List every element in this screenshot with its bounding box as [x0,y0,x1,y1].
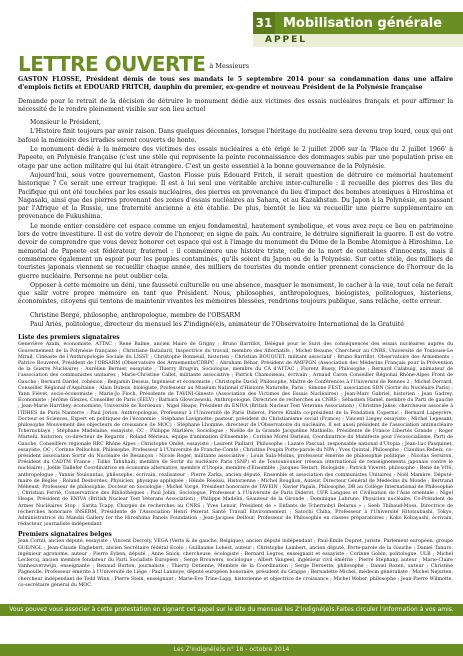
letter-paragraph: Aujourd'hui, sous votre gouvernement, Gaston Flosse puis Edouard Fritch, il serait question de détruire ce mémorial hautement historique ? Ce serait une erreur tragique. Il est à lui seul une véritable archive inter-culturelle : il recueille des pierres des îles du Pacifique qui ont été touchées par les essais nucléaires, des pierres en provenance du lieu d'impact des bombes atomiques à Hiroshima et Nagasaki, ainsi que des pierres provenant des zones d'essais nucléaires au Sahara, et au Kazakhstan. Du Japon à la Polynésie, en passant par l'Afrique et la Russie, une fraternité ancienne a été établie. De plus, bientôt le lieu va recueillir une pierre supplémentaire en provenance de Fukushima. [18,171,453,221]
page-header [253,12,463,48]
letter-addressee: à Messieurs [209,62,250,70]
letter-paragraph: Le monde entier considère cet espace comme un enjeu fondamental, hautement symbolique, et vous avez reçu ce lieu en patrimoine lors de votre investiture. Il est de votre devoir de l'honorer, en signe de paix. Au contraire, le détruire signifierait la guerre. Il est de votre devoir de comprendre que vous devez honorer cet espace qui est à l'image du monument du Dôme de la Bombe Atomique à Hiroshima. Le mémorial de Papeete est fédérateur, fraternel : il commémore une histoire triste, celle de la mort de centaines d'innocents, mais il commémore également un espoir pour les peuples contaminés, qu'ils soient du Japon ou de la Polynésie. Sur cette stèle, des milliers de touristes japonais viennent se recueillir chaque année, des milliers de touristes du monde entier prennent conscience de l'horreur de la guerre nucléaire. Personne ne peut oublier cela. [18,222,453,280]
page-footer: Les Z'indigné(e)s n° 18 - octobre 2014 [0,644,463,656]
letter-body [18,76,453,598]
signature-list-belgium [18,531,453,589]
signatory: Paul Ariès, politologue, directeur du mensuel les Z'indigné(e)s, animateur de l'Observatoire International de la Gratuité [30,321,404,329]
signature-list-text: Geneviève Azam, économiste, ATTAC ; René Balme, ancien Maire de Grigny ; Bruno Barrillot, Délégué pour le Suivi des conséquences des essais nucléaires auprès du Gouvernement de la Polynésie française ; Christiane Batailard, Inspectrice du travail, membre des Alternatifs ; Michel Beaune, Chercheur au CNRS, Université de Toulouse-Le Mirail, Cinéaste de l'Anthropologie Sociale du LISST ; Christophe Bonneuil, historien ; Christian BOUQUET, militant associatif ; Bruno Barrillot, Observatoire des Armements ; Patrice Bouveret, Président de l'OBSARM (Observatoire des Armements/CDRPC ; Abraham Béhar, Président de AMFPGN (Association des Médecins Français pour la Prévention de la Guerre Nucléaire) ; Aurélien Bernier, essayiste ; Thierry Brugvin, Sociologue, membre du CA d'ATTAC ; Florent Bussy, Philosophe ; Bernard Calabuig, animateur de l'association des communistes unitaires ; Marie-Christine Callet, militante associative ; Patrick Chamoiseau, écrivain ; Arnaud Caron Conseiller Régional Rhône-Alpes Front de Gauche ; Bernard Dardel, cohésion ; Benjamin Dessus, Ingénieur et économiste ; Christophe David, Philosophe, Maître de Conférences à l'Université de Rennes 2 ; Michel Derrard, Conseiller Régional d'Aquitaine ; Alain Dubois, biologiste, Professeur au Muséum National d'Histoire Naturelle, Paris ; Simone FEST, association SDN (Sortir du Nucléaire Paris) ; Yann Fiévet, socio-économiste ; Marie-Jo Floch, Présidente de TAVINI-Ginesto (Association des Victimes des Essais Nucléaires) ; Jean-Marc Gabriel, historien ; Jean Gadrey, Economiste ; Jérôme Gleizes, Conseiller de Paris (EELV) ; Barbara Glowczewski, Anthropologue, Directrice de recherches au CNRS ; Sébastien Hamel, membre du Parti de gauche ; Jean-Marie Harribey, économiste, Université de Bordeaux ; Nigel Heaps, Président du ENIVA (British Nuclear Test Veterans Association) ; Christine Jakse, chercheuse associée à l'IDHES de Paris Nanterre ; Paul Jorion, Anthropologue, Professeur à l'Université de Paris Diderot, Pierre Khalfa co-président de la Fondation Copernic ; Bernard Lapeyrère, Docteur es Sciences, Expert en politiques de l'économie ; Stéphane Lavignotte, pasteur, président du Christianisme social (France) ; Vincent Liegey essayiste ; Michel Lepesant, philosophe Mouvement des objecteurs de croissance (le MOC) ; Stéphane Lhomme, directeur de l'Observatoire du nucléaire. Il est aussi président de l'association antinucléaire Tchernoblaye ; Stéphane Madelaine, essayiste, CC ; Philippe Marlière, Sociologue ; Noëlle de la Grande Jacqueline Mathiello, Présidente de France Libertés Grande ; Roger Martelli, historien, co-directeur de Regards ; Roland Mérieux, équipe d'animation d'Ensemble ; Corinne Morel Darleux, Coordinatrice du Manifeste pour l'écosocialisme, Parti de Gauche, Conseillère régionale RRC Rhône Alpes ; Christophe Ondet, essayiste ; Laurent Paillard, Philosophe ; Lazare Pascual, responsable national d'Utopia ; Jean-Luc Pasquinet, essayiste, OC ; Corinne Pelluchon, Philosophe, Professeur à l'Université de Franche-Comté ; Christine Poupin Porte-parole du NPA ; Yves Quintal, Philosophe ; Claudius Rebeix, co-président association Sortir du Nucléaire de Besançon ; Nicole Roger, militante associative ; Louis Sala-Molins, professeur émérite de philosophie politique ; Nicolas Sersiron, Président du CADTM France ; Tilikó Tahuhaiti, membre de Sortir du nucléaire Paris (SNP) et de Toutounounier (réseau international de renseignements japonais contre le nucléaire) ; Joëlle Taillefer Coordinatrice en économie alternative, membre d'Utopia, membre d'Ensemble ; Jacques Testart, Biologiste ; Patrick Viveret, philosophe ; René de VOS, anthropologue ; Yannis Youlountas, philosophe, écrivain, réalisateur ; Pierre Zarka, ancien député, Ensemble et association des communistes Unitaires ; Noël Mamère, Député-maire de Bègles ; Roland Desbordes, Physicien, physique appliquée ; Hénde Réséau, Historienne ; Michel Bouglion, Auteur, Directeur Général de Médecins du Monde ; Bertrand Méheust, Professeur de philosophie, Docteur en Sociologie ; Michel Vorgé, Président honoraire de TAVEIN ; Xavier Papaïs, Philosophe, DR au Collège International de Philosophie ; Christian Ferrié, Conservatrice des Bibliothèques ; Paul Jobin, Sociologue, Professeur à l'Université de Paris Diderot, UFR Langues et Civilisation de l'Asie orientale ; Nigel Heaps, Président de ENIVA (British Nuclear Test Veterans Association) ; Philippe Madelin, Séauteur de la Gironde ; Dominique Labrune, Physicien nucléaire, Co-Président de Armes Nucléaires Stop ; Sarita Tcapy, Chargée de recherches au CNRS ; Yves Lenoir, Président de « Enfants de Tchernobyl Belarus » ; Seeb Thibaud-Moss, Directrice de recherches honoraire INSERM, Présidente de l'Association Henri Pézerat Santé Travail Environnement ; Satochi Chiba, Professeur à l'Université Hitotsubashi, Tokyo, Administratrice du Mandai Gallery for the Hiroshima Panels Foundation ; Jean-Jacques Delfour, Professeur de Philosophie en classes préparatoires ; Koko Kobayashi, écrivain, rédacteur, journaliste indépendant [18,342,453,528]
letter-paragraph: Opposer à cette mémoire un déni, une fausseté culturelle ou une absence, masquer le monument, le cacher à la vue, tout cela ne ferait que salir votre propre mémoire en tant que Président. Nous, philosophes, anthropologues, biologistes, politologues, historiens, économistes, citoyens qui tentons de maintenir vivantes les mémoires blessées, rendrions toujours publique, sans relâche, cette erreur. [18,281,453,306]
letter-paragraph: L'Histoire finit toujours par avoir raison. Dans quelques décennies, lorsque l'héritage du nucléaire sera devenu trop lourd, ceux qui ont bafoué la mémoire des irradiés seront couverts de honte. [18,128,453,144]
page-number: 31 [253,12,275,34]
subsection-title: APPEL [253,34,463,47]
signature-list-france [18,334,453,528]
letter-salutation: Monsieur le Président, [30,119,101,127]
signature-list-text: Jean Cornil, ancien député, essayiste ; Vincent Decroly, VEGA (Verts & de gauche, Belgique), ancien député indépendant ; Paul-Emile Dupret, juriste, Parlement européen, groupe GUE/NGL ; Jean-Claude Englebert, ancien Secrétaire fédéral Ecolo ; Guillaume Lohest, auteur ; Christophe Lambert, ancien député, Porte-parole de la Gauche ; Daniel Tanuro, ingénieur agronome, auteur ; Pierre Eyben, député ; Anne Snick, chercheuse, écologiste ; Bernard Legros, enseignant et essayiste ; Corinne Gobin, politologue, ULB ; Michel Leclercq, ancien membre fondateur du Parti Socialiste Européen ; Serge Brouwers, sociologue ; Albert Vangeel, ingénieur civil émérite ; Pierre Stéphany, auteur ; Marie-Claire Vanheuverzwijn, enseignante ; Renaud Burton, journaliste ; Thierry Detienne, Membre de la Coordination ; Serge Deruette, philosophe ; Daniel Rozen, auteur ; Christine Pagnoulle, Professeur émérite à l'Université de Liège ; Paul Lannoye, député européen honoraire, président du Grappe ; Bernadette Michel, médecin généraliste ; Michel Nejszten, chercheur indépendant de Todd Winn ; Pierre Stein, enseignant ; Marie-Eve Trine-Lapp, historienne et objectrice de croissance ; Michel Weber, philosophe ; Jean-Pierre Wilmotte, co-secrétaire général du MOC. [18,539,453,588]
signature-list-heading: Liste des premiers signataires [18,334,120,342]
letter-paragraph: Le monument dédié à la mémoire des victimes des essais nucléaires a été érigé le 2 juillet 2006 sur la 'Place du 2 juillet 1966' à Papeete, en Polynésie française (c'est une stèle qui représente la pointe reconnaissance des dommages subis par une population prise en otage par une action militaire qui lui était étrangère. C'est un geste essentiel à la bonne gouvernance de la Polynésie. [18,146,453,170]
section-title: Mobilisation générale [283,15,443,31]
header-bar [253,12,463,34]
signatory: Christine Bergé, philosophe, anthropologue, membre de l'OBSARM [30,311,241,319]
letter-request: Demande pour le retrait de la décision de détruire le monument dédié aux victimes des essais nucléaires français et pour affirmer la nécessité de le rendre pleinement visible sur son lieu actuel [18,97,453,113]
letter-title: LETTRE OUVERTE [18,52,206,76]
letter-recipients: GASTON FLOSSE, Président démis de tous ses mandats le 5 septembre 2014 pour sa condamnation dans une affaire d'emplois fictifs et EDOUARD FRITCH, dauphin du premier, ex-gendre et nouveau Président de la Polynésie française [18,76,453,92]
letter-title-row [18,52,458,74]
signature-list-heading: Premiers signataires belges [18,531,112,539]
footer-call-to-action: Vous pouvez vous associer à cette protestation en signant cet appel sur le site du mensuel les Z'indigné(e)s.Faites circuler l'information à vos amis. [0,604,463,616]
